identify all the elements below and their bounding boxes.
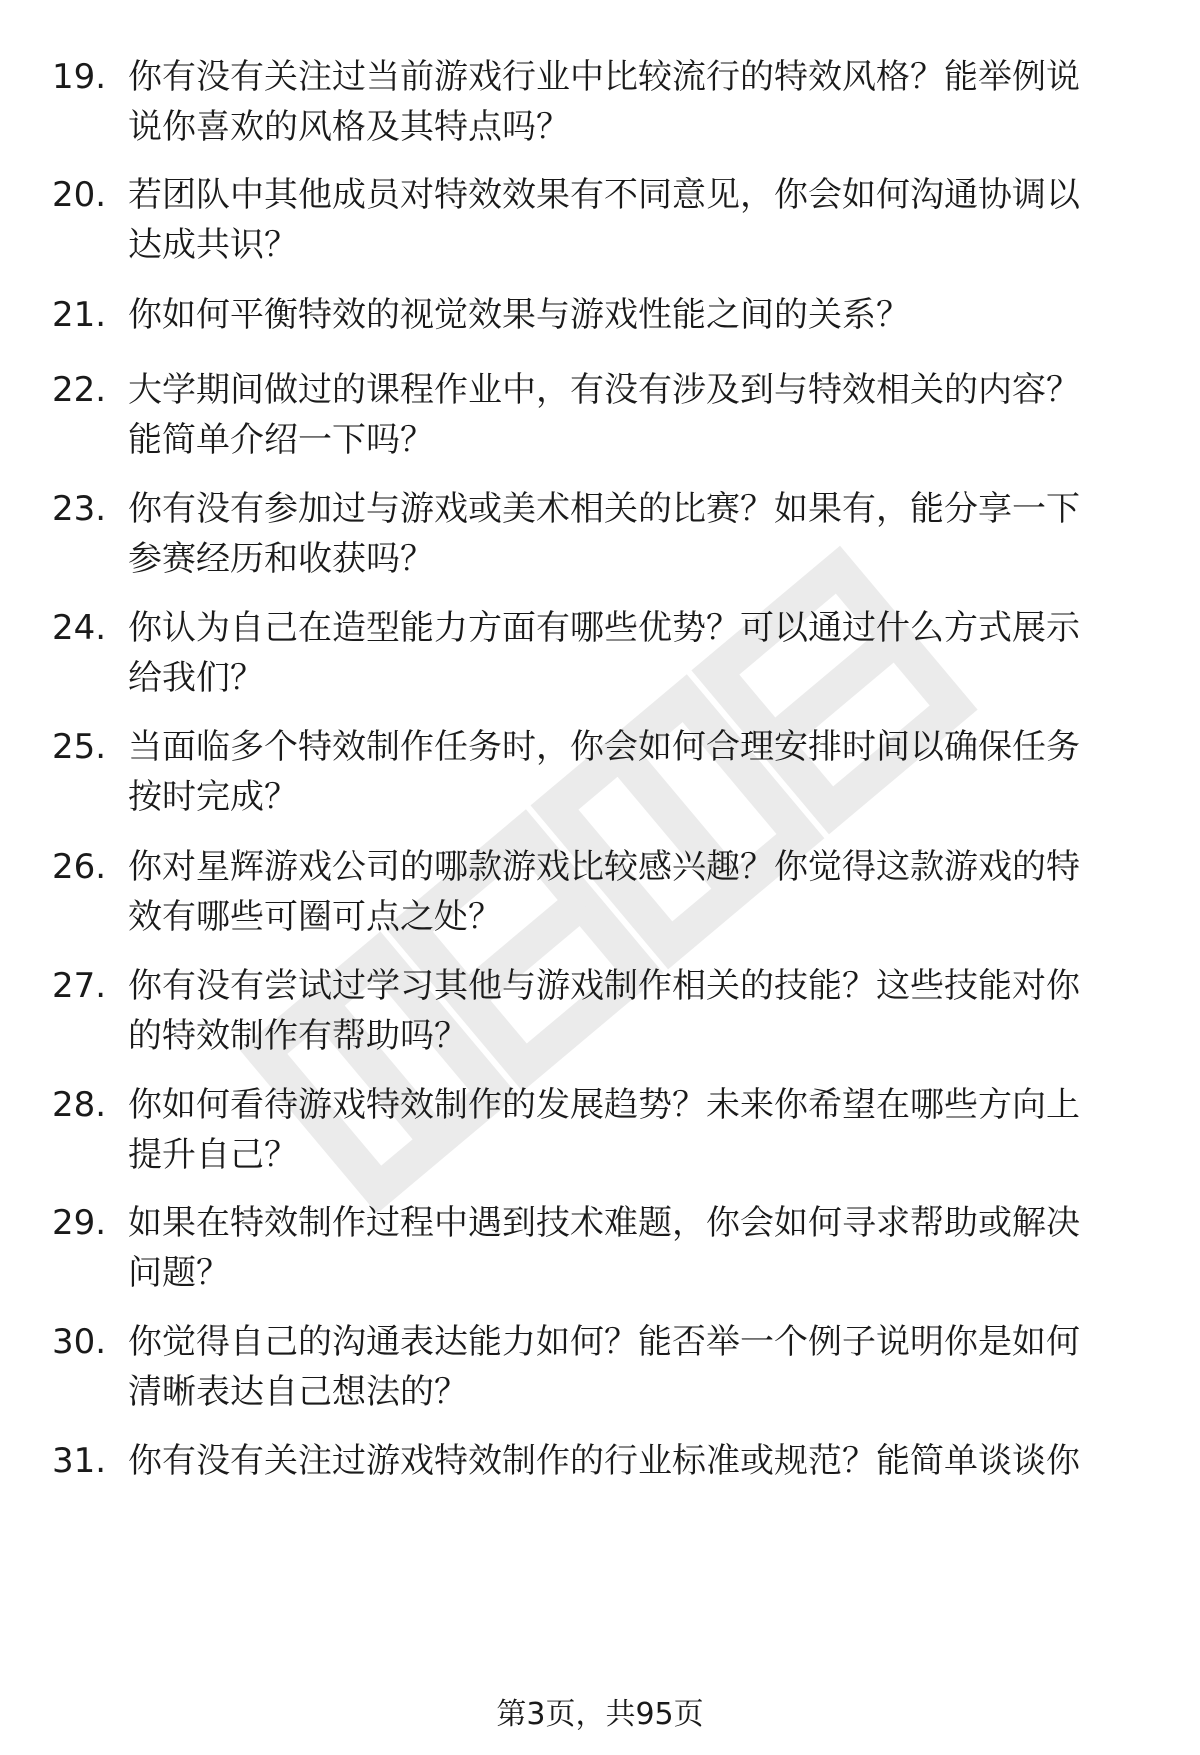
question-line: 大学期间做过的课程作业中，有没有涉及到与特效相关的内容？ xyxy=(128,370,1080,410)
question-line: 若团队中其他成员对特效效果有不同意见，你会如何沟通协调以 xyxy=(128,175,1080,215)
question-number: 24. xyxy=(52,608,107,648)
question-line: 清晰表达自己想法的？ xyxy=(128,1372,468,1412)
question-text xyxy=(128,722,1138,822)
page-footer: 第3页，共95页 xyxy=(496,1697,704,1732)
question-line: 你对星辉游戏公司的哪款游戏比较感兴趣？你觉得这款游戏的特 xyxy=(128,847,1080,887)
question-text xyxy=(128,842,1138,942)
question-line: 当面临多个特效制作任务时，你会如何合理安排时间以确保任务 xyxy=(128,727,1080,767)
question-text xyxy=(128,961,1138,1061)
question-text xyxy=(128,1080,1138,1180)
question-line: 达成共识？ xyxy=(128,225,298,265)
question-number: 27. xyxy=(52,966,107,1006)
question-line: 你觉得自己的沟通表达能力如何？能否举一个例子说明你是如何 xyxy=(128,1322,1080,1362)
question-number: 28. xyxy=(52,1085,107,1125)
question-text xyxy=(128,1317,1138,1417)
question-number: 30. xyxy=(52,1322,107,1362)
question-line: 你如何看待游戏特效制作的发展趋势？未来你希望在哪些方向上 xyxy=(128,1085,1080,1125)
question-text xyxy=(128,603,1138,703)
question-line: 问题？ xyxy=(128,1253,230,1293)
question-line: 说你喜欢的风格及其特点吗？ xyxy=(128,107,570,147)
question-line: 给我们？ xyxy=(128,658,264,698)
question-text xyxy=(128,290,1138,340)
question-line: 能简单介绍一下吗？ xyxy=(128,420,434,460)
question-number: 29. xyxy=(52,1203,107,1243)
question-number: 19. xyxy=(52,57,107,97)
question-number: 22. xyxy=(52,370,107,410)
question-line: 你认为自己在造型能力方面有哪些优势？可以通过什么方式展示 xyxy=(128,608,1080,648)
question-line: 效有哪些可圈可点之处？ xyxy=(128,897,502,937)
question-text xyxy=(128,1436,1138,1486)
question-text xyxy=(128,365,1138,465)
question-line: 你如何平衡特效的视觉效果与游戏性能之间的关系？ xyxy=(128,295,910,335)
question-number: 31. xyxy=(52,1441,107,1481)
question-text xyxy=(128,170,1138,270)
question-text xyxy=(128,1198,1138,1298)
question-line: 参赛经历和收获吗？ xyxy=(128,539,434,579)
question-line: 按时完成？ xyxy=(128,777,298,817)
question-line: 你有没有关注过游戏特效制作的行业标准或规范？能简单谈谈你 xyxy=(128,1441,1080,1481)
question-line: 你有没有参加过与游戏或美术相关的比赛？如果有，能分享一下 xyxy=(128,489,1080,529)
question-line: 的特效制作有帮助吗？ xyxy=(128,1016,468,1056)
question-line: 如果在特效制作过程中遇到技术难题，你会如何寻求帮助或解决 xyxy=(128,1203,1080,1243)
question-number: 23. xyxy=(52,489,107,529)
question-text xyxy=(128,52,1138,152)
question-line: 提升自己？ xyxy=(128,1135,298,1175)
question-number: 21. xyxy=(52,295,107,335)
question-line: 你有没有尝试过学习其他与游戏制作相关的技能？这些技能对你 xyxy=(128,966,1080,1006)
question-line: 你有没有关注过当前游戏行业中比较流行的特效风格？能举例说 xyxy=(128,57,1080,97)
question-number: 26. xyxy=(52,847,107,887)
question-number: 20. xyxy=(52,175,107,215)
question-number: 25. xyxy=(52,727,107,767)
question-text xyxy=(128,484,1138,584)
